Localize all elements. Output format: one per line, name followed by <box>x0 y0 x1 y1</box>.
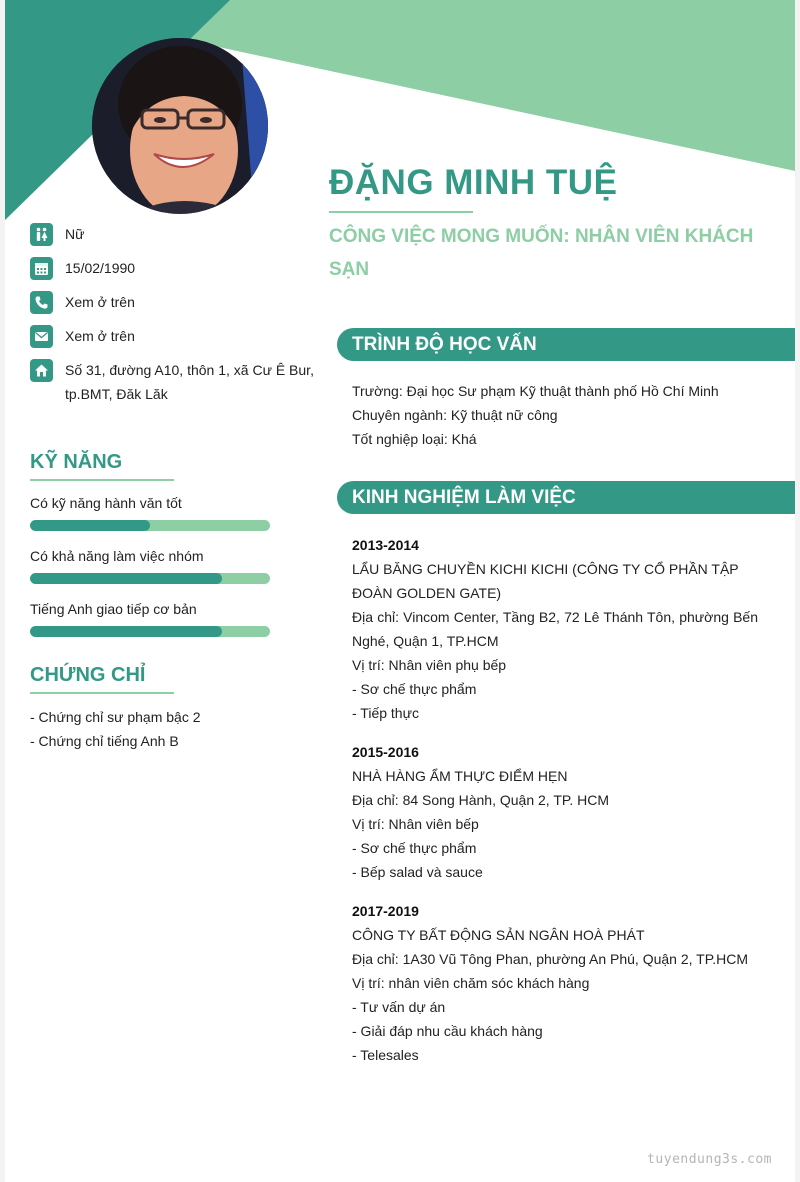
skill-item <box>30 545 270 584</box>
education-section <box>352 379 762 451</box>
gender-value: Nữ <box>65 226 85 242</box>
job-duty: - Bếp salad và sauce <box>352 864 483 880</box>
birthdate-value: 15/02/1990 <box>65 260 136 276</box>
contact-address <box>30 358 320 406</box>
job-entry <box>352 740 758 884</box>
job-period: 2017-2019 <box>352 903 419 919</box>
experience-heading: KINH NGHIỆM LÀM VIỆC <box>337 481 795 514</box>
job-address: Địa chỉ: Vincom Center, Tầng B2, 72 Lê Thánh Tôn, phường Bến Nghé, Quận 1, TP.HCM <box>352 609 758 649</box>
skill-level-bar <box>30 520 270 531</box>
gender-icon <box>30 223 53 246</box>
skill-name: Có kỹ năng hành văn tốt <box>30 495 182 511</box>
phone-value: Xem ở trên <box>65 294 135 310</box>
calendar-icon <box>30 257 53 280</box>
avatar <box>92 38 268 214</box>
job-duty: - Sơ chế thực phẩm <box>352 840 477 856</box>
job-company: CÔNG TY BẤT ĐỘNG SẢN NGÂN HOÀ PHÁT <box>352 927 645 943</box>
certificate-item: - Chứng chỉ tiếng Anh B <box>30 733 179 749</box>
job-duty: - Sơ chế thực phẩm <box>352 681 477 697</box>
skill-item <box>30 598 270 637</box>
certificates-heading: CHỨNG CHỈ <box>30 664 146 686</box>
job-entry <box>352 533 758 725</box>
skill-level-fill <box>30 626 222 637</box>
desired-job: CÔNG VIỆC MONG MUỐN: NHÂN VIÊN KHÁCH SẠN <box>329 226 754 280</box>
home-icon <box>30 359 53 382</box>
job-duty: - Tiếp thực <box>352 705 419 721</box>
job-entry <box>352 899 758 1067</box>
skill-name: Tiếng Anh giao tiếp cơ bản <box>30 601 197 617</box>
job-duty: - Telesales <box>352 1047 419 1063</box>
job-duty: - Tư vấn dự án <box>352 999 446 1015</box>
address-value: Số 31, đường A10, thôn 1, xã Cư Ê Bur, tp.BMT, Đăk Lăk <box>65 362 314 402</box>
skill-item <box>30 492 270 531</box>
job-company: LẨU BĂNG CHUYỀN KICHI KICHI (CÔNG TY CỔ PHẦN TẬP ĐOÀN GOLDEN GATE) <box>352 561 739 601</box>
contact-email <box>30 324 320 348</box>
skill-level-fill <box>30 520 150 531</box>
certificates-underline <box>30 692 174 694</box>
email-icon <box>30 325 53 348</box>
education-school: Trường: Đại học Sư phạm Kỹ thuật thành phố Hồ Chí Minh <box>352 383 719 399</box>
job-address: Địa chỉ: 84 Song Hành, Quận 2, TP. HCM <box>352 792 610 808</box>
candidate-name: ĐẶNG MINH TUỆ <box>329 163 618 202</box>
email-value: Xem ở trên <box>65 328 135 344</box>
job-position: Vị trí: nhân viên chăm sóc khách hàng <box>352 975 590 991</box>
education-heading: TRÌNH ĐỘ HỌC VẤN <box>337 328 795 361</box>
job-position: Vị trí: Nhân viên bếp <box>352 816 479 832</box>
job-duty: - Giải đáp nhu cầu khách hàng <box>352 1023 543 1039</box>
skill-level-fill <box>30 573 222 584</box>
skill-name: Có khả năng làm việc nhóm <box>30 548 204 564</box>
skill-level-bar <box>30 573 270 584</box>
job-position: Vị trí: Nhân viên phụ bếp <box>352 657 507 673</box>
watermark: tuyendung3s.com <box>647 1152 772 1167</box>
phone-icon <box>30 291 53 314</box>
skills-heading: KỸ NĂNG <box>30 451 123 473</box>
experience-section <box>352 533 758 1082</box>
education-major: Chuyên ngành: Kỹ thuật nữ công <box>352 407 558 423</box>
job-period: 2015-2016 <box>352 744 419 760</box>
contact-info <box>30 222 320 416</box>
name-underline <box>329 211 473 213</box>
certificate-item: - Chứng chỉ sư phạm bậc 2 <box>30 709 201 725</box>
contact-phone <box>30 290 320 314</box>
job-period: 2013-2014 <box>352 537 419 553</box>
contact-gender <box>30 222 320 246</box>
certificates-list <box>30 705 300 753</box>
skill-level-bar <box>30 626 270 637</box>
education-grade: Tốt nghiệp loại: Khá <box>352 431 477 447</box>
contact-birthdate <box>30 256 320 280</box>
job-address: Địa chỉ: 1A30 Vũ Tông Phan, phường An Phú, Quận 2, TP.HCM <box>352 951 749 967</box>
skills-list <box>30 492 270 651</box>
skills-underline <box>30 479 174 481</box>
job-company: NHÀ HÀNG ẨM THỰC ĐIỂM HẸN <box>352 768 568 784</box>
